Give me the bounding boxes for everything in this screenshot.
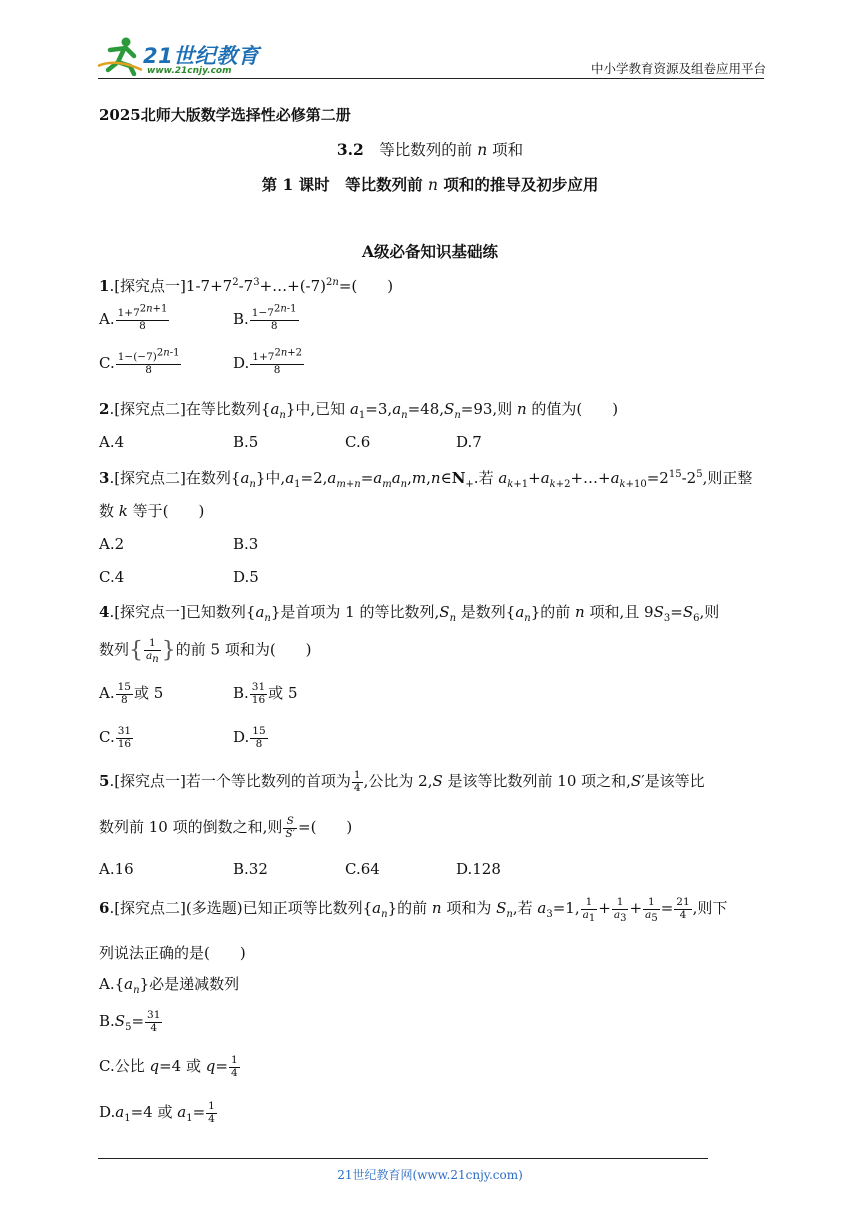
level-title: A级必备知识基础练 <box>361 242 499 261</box>
q5-option-d: D.128 <box>456 860 501 878</box>
q6-option-c: C.公比 q=4 或 q= $\frac{1}{4}$ <box>99 1054 238 1079</box>
question-5-stem-line2: 数列前 10 项的倒数之和,则 $\frac{S}{S'}$ =( ) <box>99 815 353 840</box>
logo <box>96 36 146 76</box>
q3-option-d: D.5 <box>233 568 259 586</box>
q3-option-a: A.2 <box>99 535 125 553</box>
header-divider <box>98 78 764 79</box>
logo-text: 21世纪教育 <box>143 44 260 68</box>
document-title: 2025北师大版数学选择性必修第二册 <box>99 106 351 124</box>
q4-option-b: B. $\frac{31}{16}$ 或 5 <box>233 681 298 706</box>
question-4-stem-line2: 数列{ $\frac{1}{a_n}$ }的前 5 项和为( ) <box>99 637 312 666</box>
q6-option-a: $A.\{a_n\}$必是递减数列 <box>99 975 240 996</box>
section-title: 3.2 等比数列的前 n 项和 <box>336 140 524 159</box>
logo-url: www.21cnjy.com <box>147 66 232 76</box>
q2-option-b: B.5 <box>233 433 259 451</box>
footer-link[interactable]: 21世纪教育网(www.21cnjy.com) <box>337 1168 523 1182</box>
q2-option-a: A.4 <box>99 433 125 451</box>
question-6-stem-line2: 列说法正确的是( ) <box>99 944 246 962</box>
q3-option-b: B.3 <box>233 535 259 553</box>
question-1-stem: 1.[探究点一]$1-7+7^2-7^3+\dots+(-7)^{2n}=$( ) <box>99 277 394 295</box>
q1-option-a: A. $\frac{1+7^{2n+1}}{8}$ <box>99 303 168 332</box>
question-4-stem-line1: 4.[探究点一]已知数列$\{a_n\}$是首项为 1 的等比数列$,S_n$ 是数列$\{a_n\}$的前 n 项和,且 $9S_3=S_6$,则 <box>99 603 720 624</box>
question-3-stem-line2: 数 k 等于( ) <box>99 502 205 520</box>
header-platform-text: 中小学教育资源及组卷应用平台 <box>590 61 766 76</box>
question-2-stem: 2.[探究点二]在等比数列$\{a_n\}$中,已知 $a_1=3,a_n=48,S_n=93$,则 n 的值为( ) <box>99 400 619 421</box>
q1-option-d: D. $\frac{1+7^{2n+2}}{8}$ <box>233 347 303 376</box>
q4-option-d: D. $\frac{15}{8}$ <box>233 725 266 750</box>
q3-option-c: C.4 <box>99 568 125 586</box>
lesson-title: 第 1 课时 等比数列前 n 项和的推导及初步应用 <box>261 175 599 194</box>
q5-option-b: B.32 <box>233 860 268 878</box>
q5-option-c: C.64 <box>345 860 380 878</box>
q4-option-a: A. $\frac{15}{8}$ 或 5 <box>99 681 164 706</box>
footer-divider <box>98 1158 708 1159</box>
q5-option-a: A.16 <box>99 860 134 878</box>
q6-option-b: $B.S_5=$ $\frac{31}{4}$ <box>99 1009 161 1034</box>
question-6-stem-line1: 6.[探究点二](多选题)已知正项等比数列$\{a_n\}$的前 n 项和为 $S_n$,若 $a_3=1$, $\frac{1}{a_1}$ + $\frac{1}{a_3}$ + $\frac{1}{a_5}$ = $\frac{21}{4}$ ,则下 <box>99 896 728 924</box>
runner-logo-icon <box>96 36 146 76</box>
q1-option-b: B. $\frac{1-7^{2n-1}}{8}$ <box>233 303 297 332</box>
question-3-stem-line1: 3.[探究点二]在数列$\{a_n\}$中$,a_1=2,a_{m+n}=a_ma_n,m,n\in N_+$.若 $a_{k+1}+a_{k+2}+\dots+a_{k+10}=2^{15}-2^5$,则正整 <box>99 469 753 490</box>
q2-option-d: D.7 <box>456 433 482 451</box>
q4-option-c: C. $\frac{31}{16}$ <box>99 725 132 750</box>
q2-option-c: C.6 <box>345 433 371 451</box>
question-5-stem-line1: 5.[探究点一]若一个等比数列的首项为 $\frac{1}{4}$ ,公比为 2,S 是该等比数列前 10 项之和,S′是该等比 <box>99 769 705 794</box>
q1-option-c: C. $\frac{1-(-7)^{2n-1}}{8}$ <box>99 347 180 376</box>
q6-option-d: $D.a_1=4$ 或 $a_1=$ $\frac{1}{4}$ <box>99 1100 215 1125</box>
